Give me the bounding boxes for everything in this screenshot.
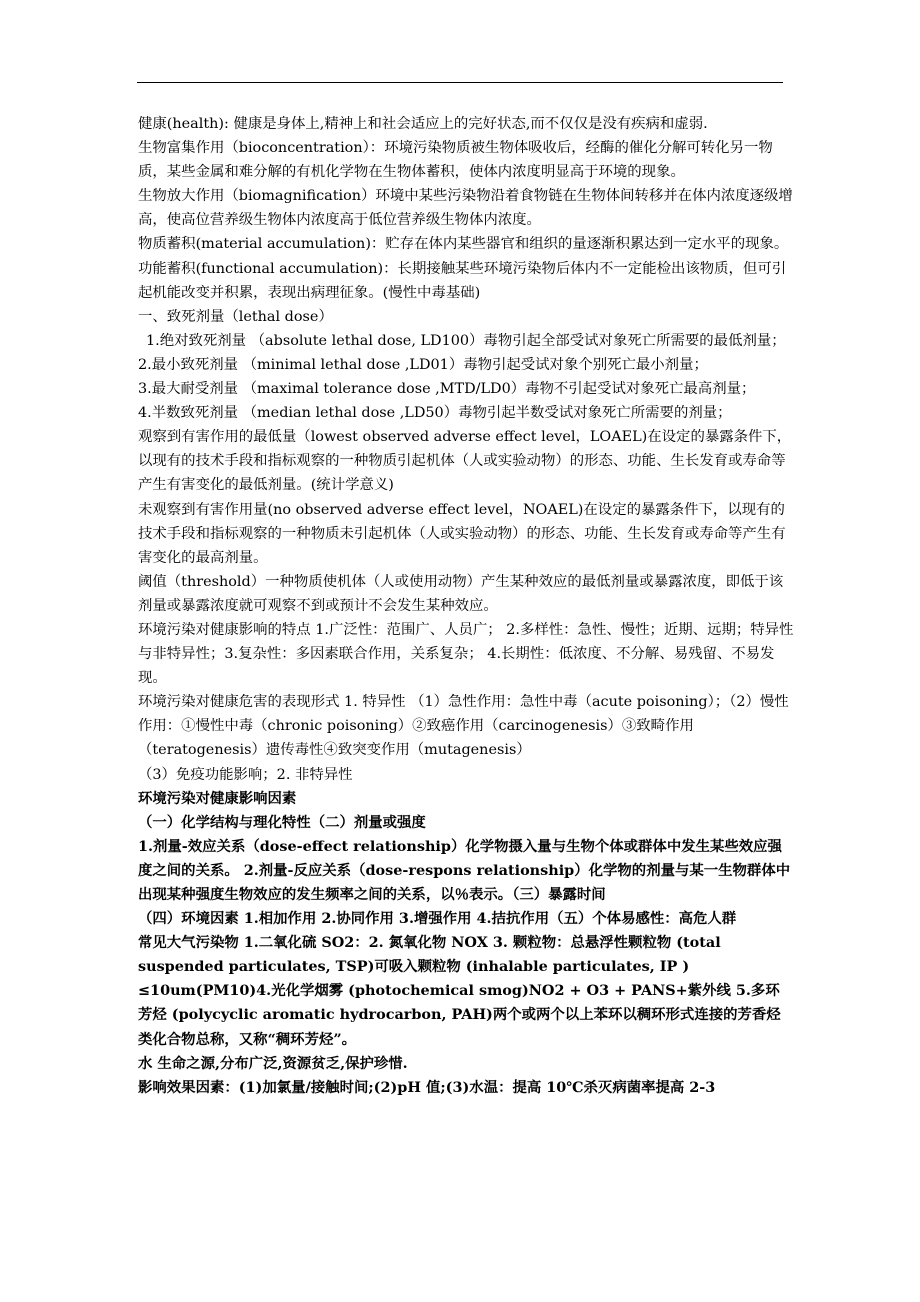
paragraph: 健康(health): 健康是身体上,精神上和社会适应上的完好状态,而不仅仅是没有疾病和虚弱. (138, 116, 708, 132)
paragraph: 生物富集作用（bioconcentration）：环境污染物质被生物体吸收后，经酶的催化分解可转化另一物质，某些金属和难分解的有机化学物在生物体蓄积，使体内浓度明显高于环境的现象。 (138, 140, 773, 181)
bold-paragraph: 水 生命之源,分布广泛,资源贫乏,保护珍惜. (138, 1054, 408, 1072)
paragraph: 环境污染对健康危害的表现形式 1. 特异性 （1）急性作用：急性中毒（acute poisoning）；（2）慢性作用：①慢性中毒（chronic poisoning）②致癌作用（carcinogenesis）③致畸作用（teratogenesis）遗传毒性④致突变作用（mutagenesis） (138, 694, 789, 759)
document-body (138, 112, 794, 1100)
paragraph: 环境污染对健康影响的特点 1.广泛性：范围广、人员广； 2.多样性：急性、慢性；近期、远期；特异性与非特异性；3.复杂性：多因素联合作用，关系复杂； 4.长期性：低浓度、不分解、易残留、不易发现。 (138, 621, 794, 687)
bold-paragraph: 1.剂量-效应关系（dose-effect relationship）化学物摄入量与生物个体或群体中发生某些效应强度之间的关系。 2.剂量-反应关系（dose-respons relationship）化学物的剂量与某一生物群体中出现某种强度生物效应的发生频率之间的关系，以％表示。（三）暴露时间 (138, 837, 791, 903)
bold-paragraph: （四）环境因素 1.相加作用 2.协同作用 3.增强作用 4.拮抗作用（五）个体易感性：高危人群 (138, 910, 737, 928)
paragraph: 4.半数致死剂量 （median lethal dose ,LD50）毒物引起半数受试对象死亡所需要的剂量； (138, 405, 732, 422)
paragraph: 2.最小致死剂量 （minimal lethal dose ,LD01）毒物引起受试对象个别死亡最小剂量； (138, 356, 708, 373)
paragraph: 3.最大耐受剂量 （maximal tolerance dose ,MTD/LD0）毒物不引起受试对象死亡最高剂量； (138, 381, 756, 398)
paragraph: 物质蓄积(material accumulation)：贮存在体内某些器官和组织的量逐渐积累达到一定水平的现象。 (138, 236, 789, 253)
bold-paragraph: 常见大气污染物 1.二氧化硫 SO2：2. 氮氧化物 NOX 3. 颗粒物：总悬浮性颗粒物 (total suspended particulates, TSP)可吸入颗粒物 (inhalable particulates, IP ) ≤10um(PM10)4.光化学烟雾 (photochemical smog)NO2 + O3 + PANS+紫外线 5.多环芳烃 (polycyclic aromatic hydrocarbon, PAH)两个或两个以上苯环以稠环形式连接的芳香烃类化合物总称，又称“稠环芳烃”。 (138, 934, 781, 1048)
paragraph: 观察到有害作用的最低量（lowest observed adverse effect level，LOAEL)在设定的暴露条件下，以现有的技术手段和指标观察的一种物质引起机体（人或实验动物）的形态、功能、生长发育或寿命等产生有害变化的最低剂量。(统计学意义) (138, 429, 792, 494)
paragraph: 生物放大作用（biomagnification）环境中某些污染物沿着食物链在生物体间转移并在体内浓度逐级增高，使高位营养级生物体内浓度高于低位营养级生物体内浓度。 (138, 188, 793, 229)
bold-heading: 环境污染对健康影响因素 (138, 789, 297, 807)
paragraph: 阈值（threshold）一种物质使机体（人或使用动物）产生某种效应的最低剂量或暴露浓度，即低于该剂量或暴露浓度就可观察不到或预计不会发生某种效应。 (138, 573, 784, 614)
section-heading: 一、致死剂量（lethal dose） (138, 308, 333, 325)
paragraph: （3）免疫功能影响；2. 非特异性 (138, 766, 353, 783)
bold-paragraph: （一）化学结构与理化特性（二）剂量或强度 (138, 813, 426, 831)
paragraph: 功能蓄积(functional accumulation)：长期接触某些环境污染物后体内不一定能检出该物质，但可引起机能改变并积累，表现出病理征象。(慢性中毒基础) (138, 260, 787, 301)
bold-paragraph: 影响效果因素：(1)加氯量/接触时间;(2)pH 值;(3)水温：提高 10℃杀灭病菌率提高 2-3 (138, 1078, 716, 1096)
paragraph: 未观察到有害作用量(no observed adverse effect level，NOAEL)在设定的暴露条件下，以现有的技术手段和指标观察的一种物质未引起机体（人或实验动物）的形态、功能、生长发育或寿命等产生有害变化的最高剂量。 (138, 501, 786, 566)
paragraph: 1.绝对致死剂量 （absolute lethal dose, LD100）毒物引起全部受试对象死亡所需要的最低剂量； (146, 332, 786, 349)
header-rule (137, 82, 783, 83)
